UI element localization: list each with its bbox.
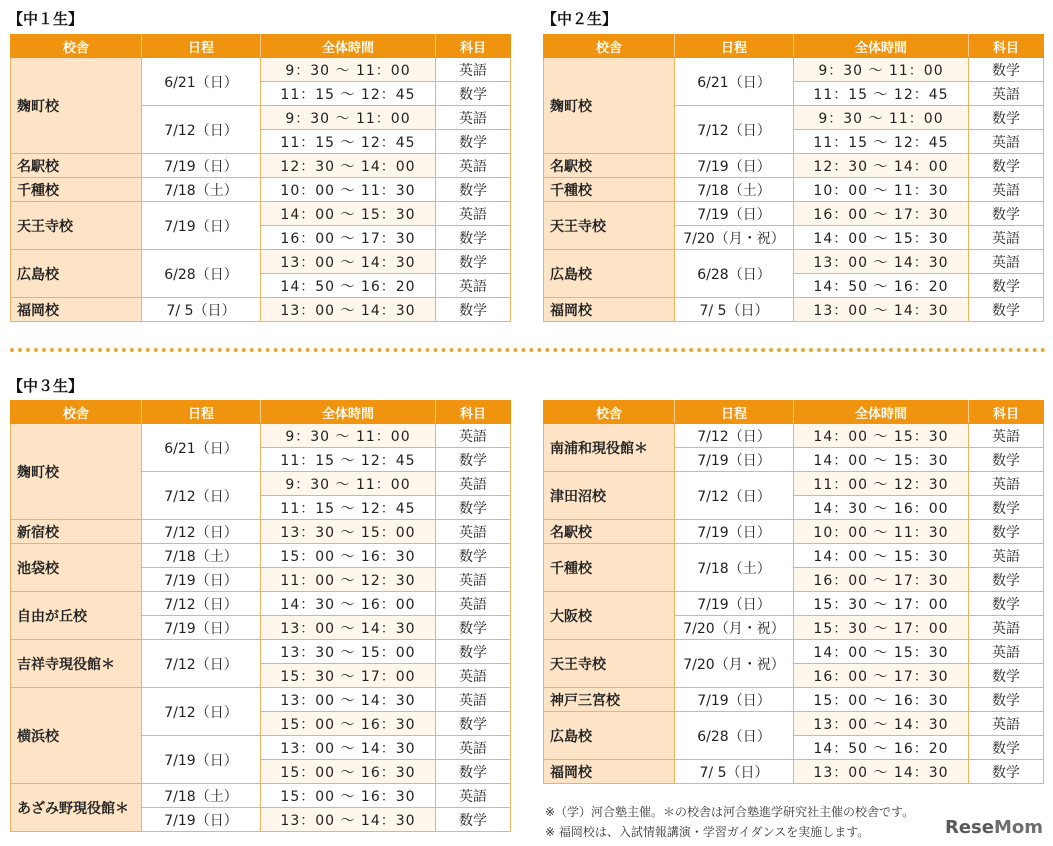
subject-cell: 英語 <box>436 664 511 688</box>
time-cell: 12：30 ～ 14：00 <box>794 154 969 178</box>
school-cell: 津田沼校 <box>544 472 675 520</box>
header-time: 全体時間 <box>261 35 436 58</box>
table-row <box>11 298 511 322</box>
time-cell: 10：00 ～ 11：30 <box>794 178 969 202</box>
time-cell: 14：30 ～ 16：00 <box>794 496 969 520</box>
table-row <box>544 688 1044 712</box>
table-row <box>544 544 1044 568</box>
school-cell: 天王寺校 <box>544 640 675 688</box>
date-cell: 6/28（日） <box>142 250 261 298</box>
school-cell: 千種校 <box>11 178 142 202</box>
date-cell: 7/19（日） <box>675 520 794 544</box>
time-cell: 10：00 ～ 11：30 <box>261 178 436 202</box>
subject-cell: 数学 <box>436 760 511 784</box>
school-cell: 広島校 <box>544 712 675 760</box>
subject-cell: 英語 <box>969 424 1044 448</box>
date-cell: 7/12（日） <box>142 688 261 736</box>
subject-cell: 数学 <box>436 298 511 322</box>
time-cell: 14：00 ～ 15：30 <box>794 544 969 568</box>
time-cell: 14：00 ～ 15：30 <box>794 448 969 472</box>
header-school: 校舎 <box>544 35 675 58</box>
subject-cell: 数学 <box>969 298 1044 322</box>
table-row <box>544 58 1044 82</box>
header-time: 全体時間 <box>261 401 436 424</box>
time-cell: 11：15 ～ 12：45 <box>261 448 436 472</box>
table-row <box>11 178 511 202</box>
subject-cell: 数学 <box>969 202 1044 226</box>
date-cell: 6/28（日） <box>675 250 794 298</box>
date-cell: 7/18（土） <box>142 544 261 568</box>
grade3-schedule-table <box>10 400 511 832</box>
date-cell: 7/19（日） <box>142 202 261 250</box>
time-cell: 16：00 ～ 17：30 <box>794 568 969 592</box>
subject-cell: 英語 <box>436 274 511 298</box>
date-cell: 7/19（日） <box>142 568 261 592</box>
school-cell: 南浦和現役館＊ <box>544 424 675 472</box>
time-cell: 16：00 ～ 17：30 <box>794 202 969 226</box>
school-cell: 吉祥寺現役館＊ <box>11 640 142 688</box>
date-cell: 7/ 5（日） <box>142 298 261 322</box>
grade2-schedule-table <box>543 34 1044 322</box>
subject-cell: 数学 <box>969 760 1044 784</box>
time-cell: 14：50 ～ 16：20 <box>261 274 436 298</box>
subject-cell: 英語 <box>969 178 1044 202</box>
table-row <box>544 424 1044 448</box>
time-cell: 9：30 ～ 11：00 <box>261 58 436 82</box>
subject-cell: 英語 <box>436 472 511 496</box>
school-cell: 名駅校 <box>544 520 675 544</box>
time-cell: 14：50 ～ 16：20 <box>794 274 969 298</box>
school-cell: 麹町校 <box>11 58 142 154</box>
date-cell: 7/ 5（日） <box>675 760 794 784</box>
time-cell: 11：00 ～ 12：30 <box>261 568 436 592</box>
subject-cell: 英語 <box>969 472 1044 496</box>
school-cell: 新宿校 <box>11 520 142 544</box>
subject-cell: 数学 <box>436 448 511 472</box>
date-cell: 7/19（日） <box>142 616 261 640</box>
subject-cell: 英語 <box>436 58 511 82</box>
date-cell: 7/ 5（日） <box>675 298 794 322</box>
subject-cell: 英語 <box>436 592 511 616</box>
table-row <box>544 640 1044 664</box>
header-date: 日程 <box>675 35 794 58</box>
subject-cell: 数学 <box>969 520 1044 544</box>
subject-cell: 数学 <box>969 496 1044 520</box>
time-cell: 13：30 ～ 15：00 <box>261 520 436 544</box>
subject-cell: 英語 <box>969 640 1044 664</box>
school-cell: あざみ野現役館＊ <box>11 784 142 832</box>
school-cell: 神戸三宮校 <box>544 688 675 712</box>
school-cell: 天王寺校 <box>11 202 142 250</box>
subject-cell: 英語 <box>436 736 511 760</box>
table-row <box>544 178 1044 202</box>
subject-cell: 数学 <box>436 544 511 568</box>
table-row <box>11 58 511 82</box>
time-cell: 15：00 ～ 16：30 <box>261 712 436 736</box>
time-cell: 14：00 ～ 15：30 <box>794 226 969 250</box>
time-cell: 11：00 ～ 12：30 <box>794 472 969 496</box>
subject-cell: 英語 <box>969 250 1044 274</box>
header-subject: 科目 <box>436 35 511 58</box>
subject-cell: 数学 <box>969 664 1044 688</box>
date-cell: 7/19（日） <box>142 736 261 784</box>
date-cell: 7/12（日） <box>675 106 794 154</box>
time-cell: 13：00 ～ 14：30 <box>794 250 969 274</box>
subject-cell: 数学 <box>436 226 511 250</box>
header-time: 全体時間 <box>794 401 969 424</box>
time-cell: 9：30 ～ 11：00 <box>261 424 436 448</box>
table-row <box>11 202 511 226</box>
time-cell: 13：00 ～ 14：30 <box>794 760 969 784</box>
header-subject: 科目 <box>969 401 1044 424</box>
subject-cell: 数学 <box>436 496 511 520</box>
date-cell: 7/18（土） <box>675 178 794 202</box>
time-cell: 14：00 ～ 15：30 <box>261 202 436 226</box>
date-cell: 7/19（日） <box>675 688 794 712</box>
time-cell: 9：30 ～ 11：00 <box>794 106 969 130</box>
table-row <box>544 520 1044 544</box>
school-cell: 横浜校 <box>11 688 142 784</box>
date-cell: 7/18（土） <box>675 544 794 592</box>
school-cell: 千種校 <box>544 544 675 592</box>
subject-cell: 数学 <box>436 808 511 832</box>
time-cell: 15：30 ～ 17：00 <box>261 664 436 688</box>
grade1-title: 【中１生】 <box>8 10 84 28</box>
school-cell: 天王寺校 <box>544 202 675 250</box>
subject-cell: 英語 <box>969 82 1044 106</box>
table-row <box>544 298 1044 322</box>
grade3-schedule-table-continued <box>543 400 1044 784</box>
table-row <box>544 250 1044 274</box>
date-cell: 7/12（日） <box>142 640 261 688</box>
date-cell: 7/12（日） <box>675 472 794 520</box>
date-cell: 7/12（日） <box>675 424 794 448</box>
date-cell: 7/20（月・祝） <box>675 616 794 640</box>
date-cell: 7/12（日） <box>142 472 261 520</box>
logo-text-mom: Mom <box>993 817 1043 838</box>
time-cell: 13：00 ～ 14：30 <box>261 298 436 322</box>
table-row <box>544 760 1044 784</box>
school-cell: 池袋校 <box>11 544 142 592</box>
subject-cell: 英語 <box>969 544 1044 568</box>
subject-cell: 数学 <box>969 736 1044 760</box>
table-row <box>11 424 511 448</box>
time-cell: 14：50 ～ 16：20 <box>794 736 969 760</box>
school-cell: 名駅校 <box>544 154 675 178</box>
subject-cell: 数学 <box>436 616 511 640</box>
subject-cell: 数学 <box>969 154 1044 178</box>
time-cell: 13：00 ～ 14：30 <box>261 688 436 712</box>
table-header-row <box>544 35 1044 58</box>
subject-cell: 数学 <box>436 130 511 154</box>
header-date: 日程 <box>142 35 261 58</box>
time-cell: 13：00 ～ 14：30 <box>794 298 969 322</box>
school-cell: 広島校 <box>11 250 142 298</box>
subject-cell: 数学 <box>436 178 511 202</box>
subject-cell: 数学 <box>969 106 1044 130</box>
date-cell: 7/12（日） <box>142 520 261 544</box>
table-row <box>544 154 1044 178</box>
resemom-logo <box>945 817 1043 838</box>
date-cell: 6/21（日） <box>675 58 794 106</box>
subject-cell: 数学 <box>969 688 1044 712</box>
subject-cell: 英語 <box>969 226 1044 250</box>
table-row <box>11 520 511 544</box>
school-cell: 大阪校 <box>544 592 675 640</box>
table-row <box>11 784 511 808</box>
table-header-row <box>11 35 511 58</box>
table-row <box>11 640 511 664</box>
time-cell: 15：00 ～ 16：30 <box>261 784 436 808</box>
school-cell: 広島校 <box>544 250 675 298</box>
time-cell: 9：30 ～ 11：00 <box>794 58 969 82</box>
table-row <box>544 472 1044 496</box>
time-cell: 11：15 ～ 12：45 <box>261 82 436 106</box>
date-cell: 7/20（月・祝） <box>675 226 794 250</box>
subject-cell: 英語 <box>436 202 511 226</box>
time-cell: 9：30 ～ 11：00 <box>261 472 436 496</box>
subject-cell: 数学 <box>436 640 511 664</box>
date-cell: 7/19（日） <box>675 592 794 616</box>
grade3-title: 【中３生】 <box>8 377 84 395</box>
time-cell: 15：00 ～ 16：30 <box>261 760 436 784</box>
date-cell: 7/19（日） <box>142 154 261 178</box>
time-cell: 14：00 ～ 15：30 <box>794 424 969 448</box>
time-cell: 16：00 ～ 17：30 <box>261 226 436 250</box>
school-cell: 麹町校 <box>11 424 142 520</box>
date-cell: 7/19（日） <box>675 202 794 226</box>
date-cell: 7/12（日） <box>142 106 261 154</box>
time-cell: 13：30 ～ 15：00 <box>261 640 436 664</box>
table-row <box>11 154 511 178</box>
subject-cell: 英語 <box>969 130 1044 154</box>
time-cell: 13：00 ～ 14：30 <box>261 808 436 832</box>
subject-cell: 数学 <box>436 712 511 736</box>
time-cell: 12：30 ～ 14：00 <box>261 154 436 178</box>
subject-cell: 英語 <box>436 424 511 448</box>
subject-cell: 英語 <box>436 568 511 592</box>
time-cell: 15：30 ～ 17：00 <box>794 616 969 640</box>
table-row <box>11 544 511 568</box>
subject-cell: 英語 <box>436 784 511 808</box>
subject-cell: 英語 <box>436 520 511 544</box>
time-cell: 15：00 ～ 16：30 <box>261 544 436 568</box>
date-cell: 7/18（土） <box>142 784 261 808</box>
time-cell: 13：00 ～ 14：30 <box>794 712 969 736</box>
time-cell: 11：15 ～ 12：45 <box>261 130 436 154</box>
table-header-row <box>544 401 1044 424</box>
table-row <box>544 712 1044 736</box>
header-school: 校舎 <box>11 401 142 424</box>
subject-cell: 数学 <box>436 82 511 106</box>
header-subject: 科目 <box>436 401 511 424</box>
logo-text-rese: Rese <box>944 817 994 838</box>
table-row <box>11 592 511 616</box>
time-cell: 14：30 ～ 16：00 <box>261 592 436 616</box>
table-row <box>544 202 1044 226</box>
time-cell: 14：00 ～ 15：30 <box>794 640 969 664</box>
subject-cell: 数学 <box>969 58 1044 82</box>
time-cell: 13：00 ～ 14：30 <box>261 736 436 760</box>
header-school: 校舎 <box>544 401 675 424</box>
school-cell: 福岡校 <box>544 760 675 784</box>
table-row <box>11 250 511 274</box>
grade2-title: 【中２生】 <box>542 10 618 28</box>
date-cell: 6/21（日） <box>142 58 261 106</box>
subject-cell: 英語 <box>969 616 1044 640</box>
section-divider <box>10 348 1046 352</box>
footnote-fukuoka: ※ 福岡校は、入試情報講演・学習ガイダンスを実施します。 <box>545 825 870 839</box>
subject-cell: 数学 <box>969 448 1044 472</box>
header-subject: 科目 <box>969 35 1044 58</box>
time-cell: 9：30 ～ 11：00 <box>261 106 436 130</box>
subject-cell: 数学 <box>969 592 1044 616</box>
time-cell: 11：15 ～ 12：45 <box>794 130 969 154</box>
header-date: 日程 <box>675 401 794 424</box>
subject-cell: 英語 <box>969 712 1044 736</box>
header-school: 校舎 <box>11 35 142 58</box>
header-time: 全体時間 <box>794 35 969 58</box>
time-cell: 10：00 ～ 11：30 <box>794 520 969 544</box>
subject-cell: 英語 <box>436 154 511 178</box>
date-cell: 7/19（日） <box>675 448 794 472</box>
subject-cell: 数学 <box>969 274 1044 298</box>
header-date: 日程 <box>142 401 261 424</box>
school-cell: 麹町校 <box>544 58 675 154</box>
subject-cell: 英語 <box>436 106 511 130</box>
subject-cell: 数学 <box>969 568 1044 592</box>
date-cell: 7/18（土） <box>142 178 261 202</box>
school-cell: 名駅校 <box>11 154 142 178</box>
time-cell: 11：15 ～ 12：45 <box>794 82 969 106</box>
footnote-organizer: ※（学）河合塾主催。＊の校舎は河合塾進学研究社主催の校舎です。 <box>545 805 915 819</box>
school-cell: 福岡校 <box>11 298 142 322</box>
time-cell: 15：00 ～ 16：30 <box>794 688 969 712</box>
date-cell: 7/12（日） <box>142 592 261 616</box>
grade1-schedule-table <box>10 34 511 322</box>
school-cell: 自由が丘校 <box>11 592 142 640</box>
date-cell: 7/19（日） <box>675 154 794 178</box>
date-cell: 7/19（日） <box>142 808 261 832</box>
time-cell: 13：00 ～ 14：30 <box>261 250 436 274</box>
date-cell: 7/20（月・祝） <box>675 640 794 688</box>
table-header-row <box>11 401 511 424</box>
time-cell: 11：15 ～ 12：45 <box>261 496 436 520</box>
table-row <box>11 688 511 712</box>
table-row <box>544 592 1044 616</box>
date-cell: 6/21（日） <box>142 424 261 472</box>
subject-cell: 数学 <box>436 250 511 274</box>
school-cell: 千種校 <box>544 178 675 202</box>
time-cell: 16：00 ～ 17：30 <box>794 664 969 688</box>
school-cell: 福岡校 <box>544 298 675 322</box>
date-cell: 6/28（日） <box>675 712 794 760</box>
time-cell: 13：00 ～ 14：30 <box>261 616 436 640</box>
subject-cell: 英語 <box>436 688 511 712</box>
time-cell: 15：30 ～ 17：00 <box>794 592 969 616</box>
